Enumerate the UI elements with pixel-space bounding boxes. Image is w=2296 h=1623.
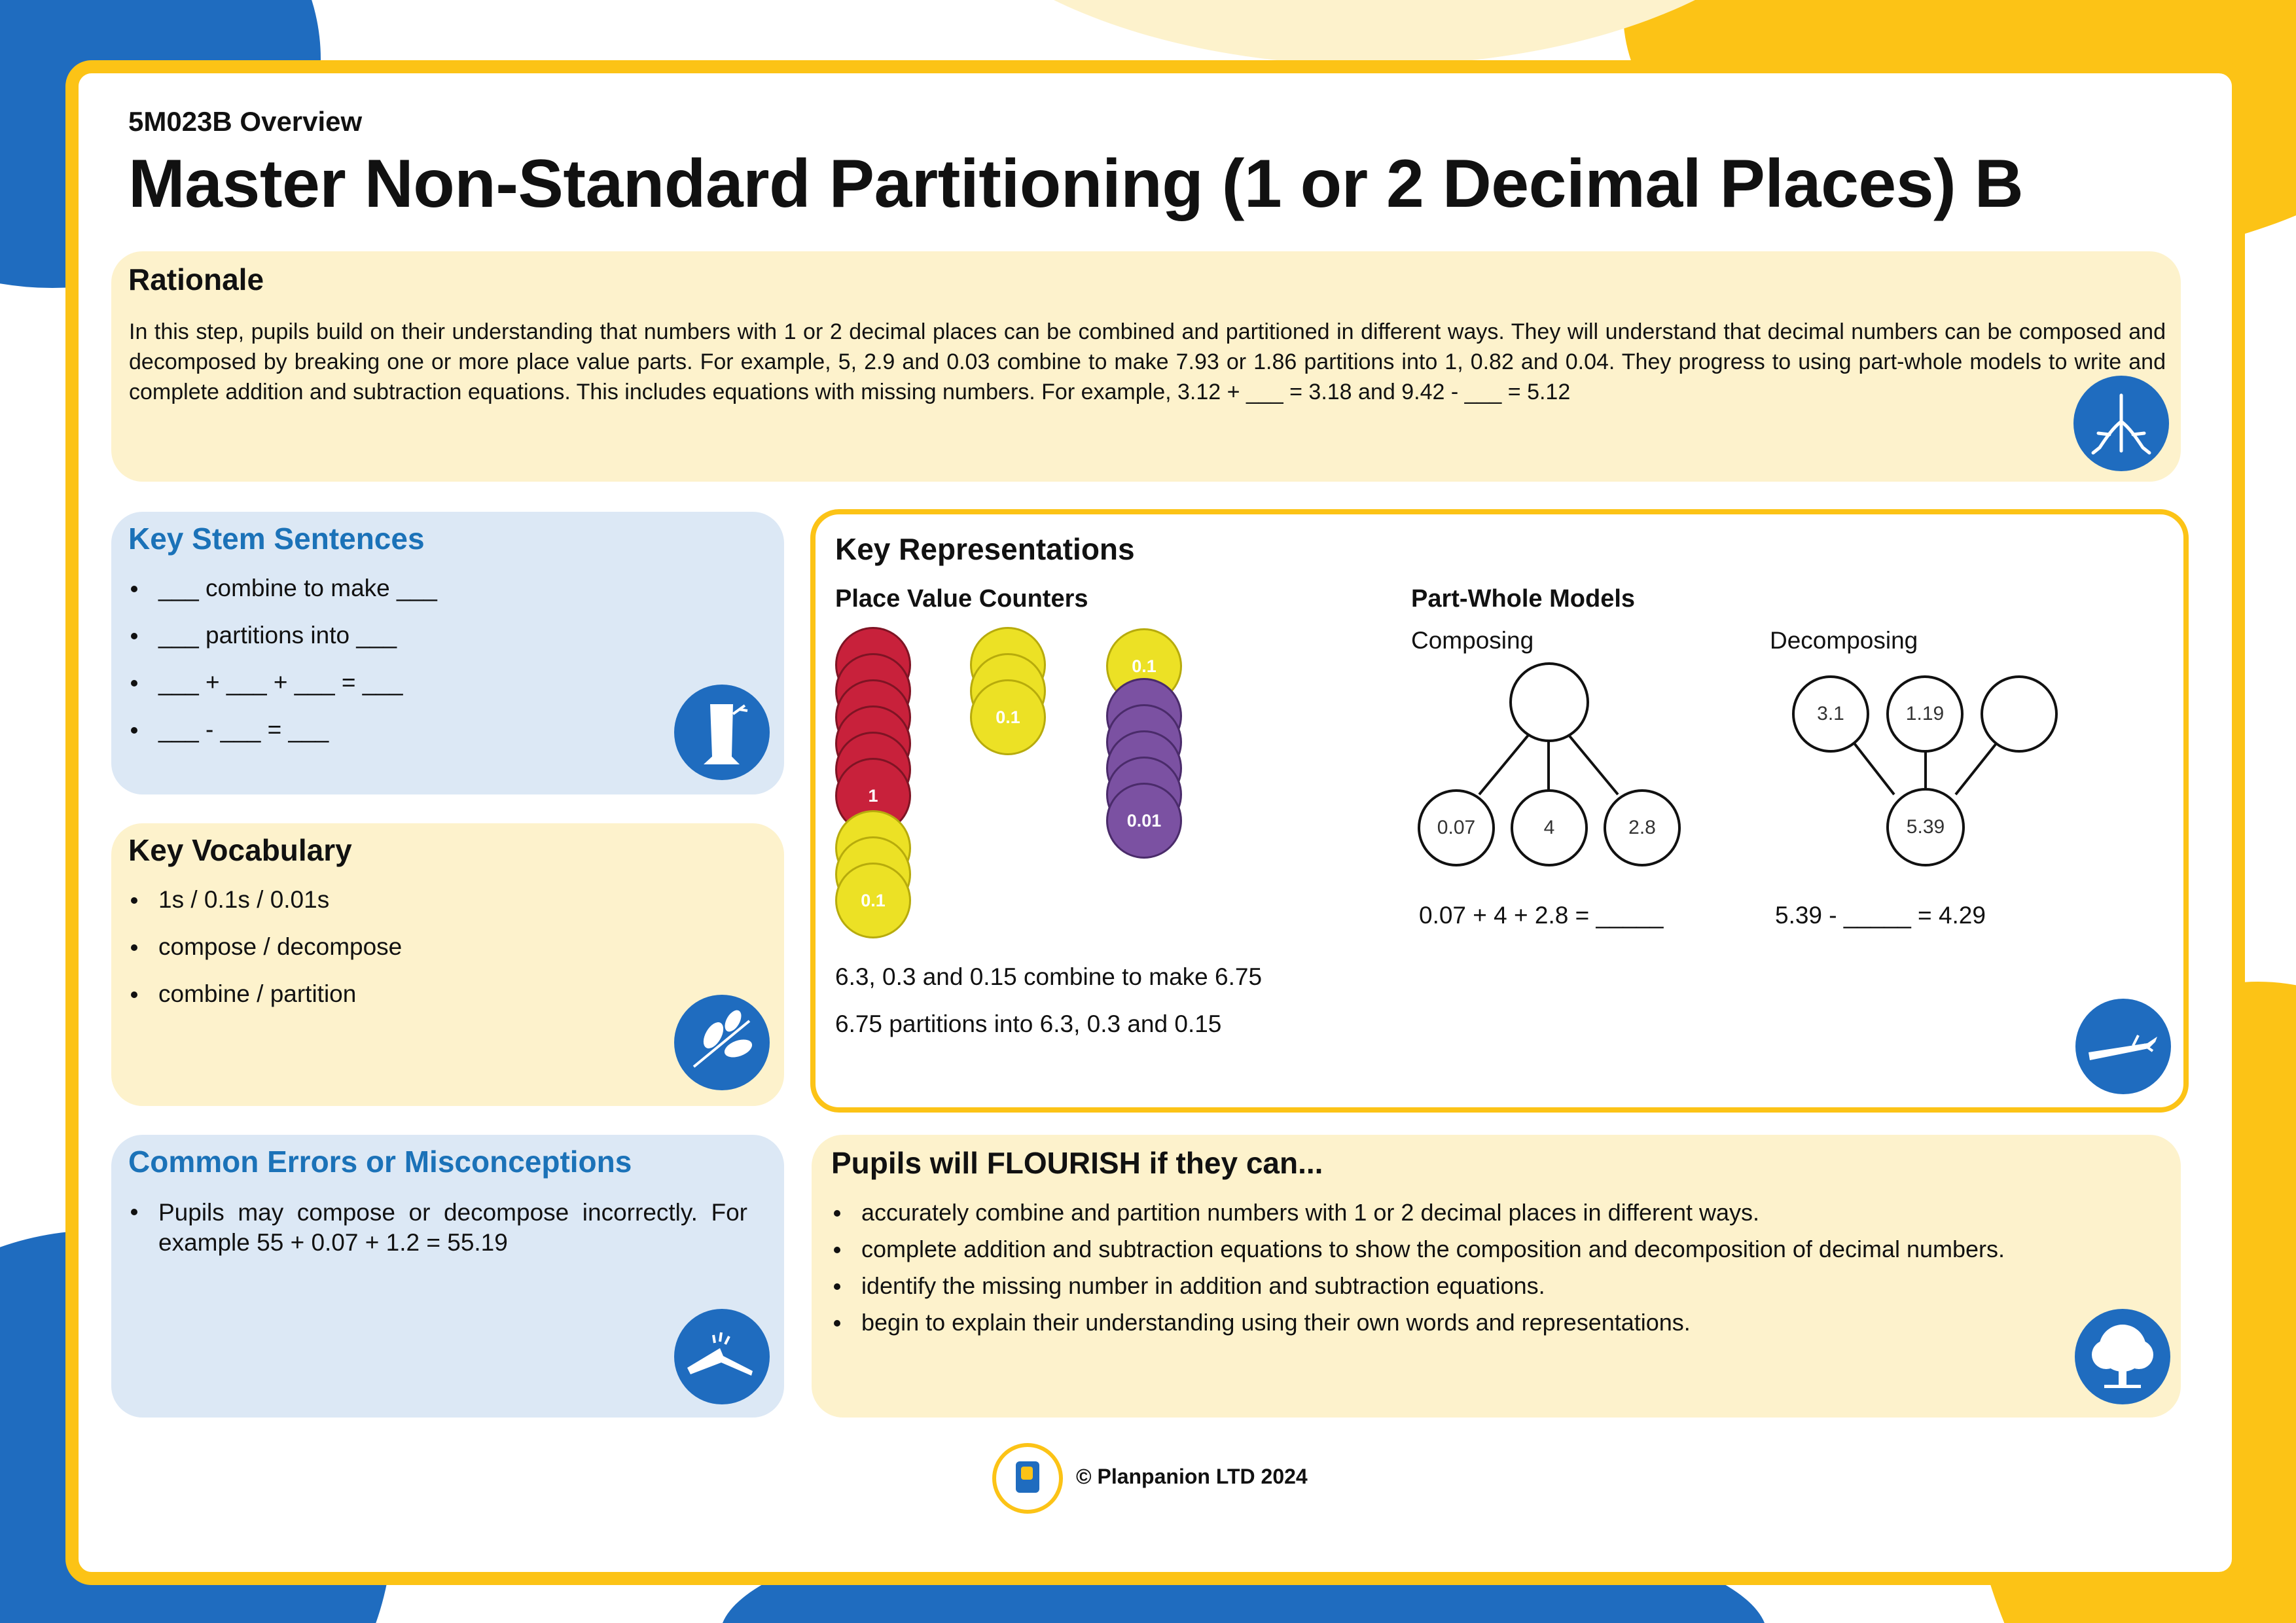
page-title: Master Non-Standard Partitioning (1 or 2 Decimal Places) B — [128, 146, 2024, 222]
rationale-text: In this step, pupils build on their understanding that numbers with 1 or 2 decimal places can be combined and partitioned in different ways. They will understand that decimal numbers can be composed and decomposed by breaking one or more place value parts. For example, 5, 2.9 and 0.03 combine to make 7.93 or 1.86 partitions into 1, 0.82 and 0.04. They progress to using part-whole models to write and complete addition and subtraction equations. This includes equations with missing numbers. For example, 3.12 + ___ = 3.18 and 9.42 - ___ = 5.12 — [129, 319, 2166, 404]
composing-label: Composing — [1411, 627, 1534, 654]
pvc-heading: Place Value Counters — [835, 585, 1088, 613]
list-item: compose / decompose — [128, 933, 717, 980]
pw-part: 2.8 — [1604, 789, 1681, 866]
partition-sentence: 6.75 partitions into 6.3, 0.3 and 0.15 — [835, 1010, 1222, 1037]
rationale-heading: Rationale — [128, 262, 264, 296]
errors-heading: Common Errors or Misconceptions — [128, 1145, 632, 1179]
list-item: ___ combine to make ___ — [128, 575, 717, 622]
decomposing-label: Decomposing — [1770, 627, 1918, 654]
stem-heading: Key Stem Sentences — [128, 522, 425, 556]
list-item: ___ - ___ = ___ — [128, 716, 717, 763]
keyrep-heading: Key Representations — [835, 532, 1135, 566]
pw-part: 0.07 — [1418, 789, 1495, 866]
pw-whole-empty — [1509, 662, 1589, 742]
tree-trunk-icon — [674, 685, 770, 780]
key-representations-panel — [810, 509, 2189, 1113]
overview-code: 5M023B Overview — [128, 106, 363, 137]
flourish-list — [831, 1199, 2140, 1346]
counter-label: 1 — [868, 785, 878, 806]
flourish-heading: Pupils will FLOURISH if they can... — [831, 1146, 1323, 1180]
list-item: ___ partitions into ___ — [128, 622, 717, 669]
vocab-heading: Key Vocabulary — [128, 833, 352, 867]
broken-branch-icon — [674, 1309, 770, 1404]
rationale-panel — [111, 251, 2181, 482]
decomposing-equation: 5.39 - _____ = 4.29 — [1775, 902, 1986, 929]
copyright: © Planpanion LTD 2024 — [1076, 1465, 1308, 1488]
list-item: begin to explain their understanding using their own words and representations. — [831, 1309, 2140, 1346]
list-item: complete addition and subtraction equations to show the composition and decomposition of decimal numbers. — [831, 1236, 2140, 1272]
vocab-panel — [111, 823, 784, 1106]
counter-label: 0.1 — [1132, 656, 1157, 676]
errors-list — [128, 1198, 747, 1258]
counter-label: 0.1 — [996, 707, 1020, 727]
combine-sentence: 6.3, 0.3 and 0.15 combine to make 6.75 — [835, 963, 1263, 990]
list-item: ___ + ___ + ___ = ___ — [128, 669, 717, 716]
list-item: accurately combine and partition numbers with 1 or 2 decimal places in different ways. — [831, 1199, 2140, 1236]
list-item: 1s / 0.1s / 0.01s — [128, 886, 717, 933]
list-item: Pupils may compose or decompose incorrectly. For example 55 + 0.07 + 1.2 = 55.19 — [128, 1198, 747, 1258]
counter-label: 0.01 — [1126, 810, 1162, 830]
pw-part: 3.1 — [1792, 675, 1869, 753]
stem-list — [128, 575, 717, 763]
list-item: identify the missing number in addition and subtraction equations. — [831, 1272, 2140, 1309]
planpanion-logo — [992, 1443, 1063, 1514]
errors-panel — [111, 1135, 784, 1418]
stem-panel — [111, 512, 784, 794]
pw-part: 1.19 — [1886, 675, 1964, 753]
roots-icon — [2073, 376, 2169, 471]
flourish-panel — [812, 1135, 2181, 1418]
pw-whole: 5.39 — [1886, 788, 1965, 866]
pw-part-empty — [1981, 675, 2058, 753]
part-whole-connectors — [816, 514, 2183, 1107]
pw-part: 4 — [1511, 789, 1588, 866]
counter-label: 0.1 — [861, 890, 886, 910]
composing-equation: 0.07 + 4 + 2.8 = _____ — [1419, 902, 1664, 929]
leaves-icon — [674, 995, 770, 1090]
list-item: combine / partition — [128, 980, 717, 1027]
pw-heading: Part-Whole Models — [1411, 585, 1636, 613]
tree-icon — [2075, 1309, 2170, 1404]
vocab-list — [128, 886, 717, 1027]
branch-icon — [2075, 999, 2171, 1094]
